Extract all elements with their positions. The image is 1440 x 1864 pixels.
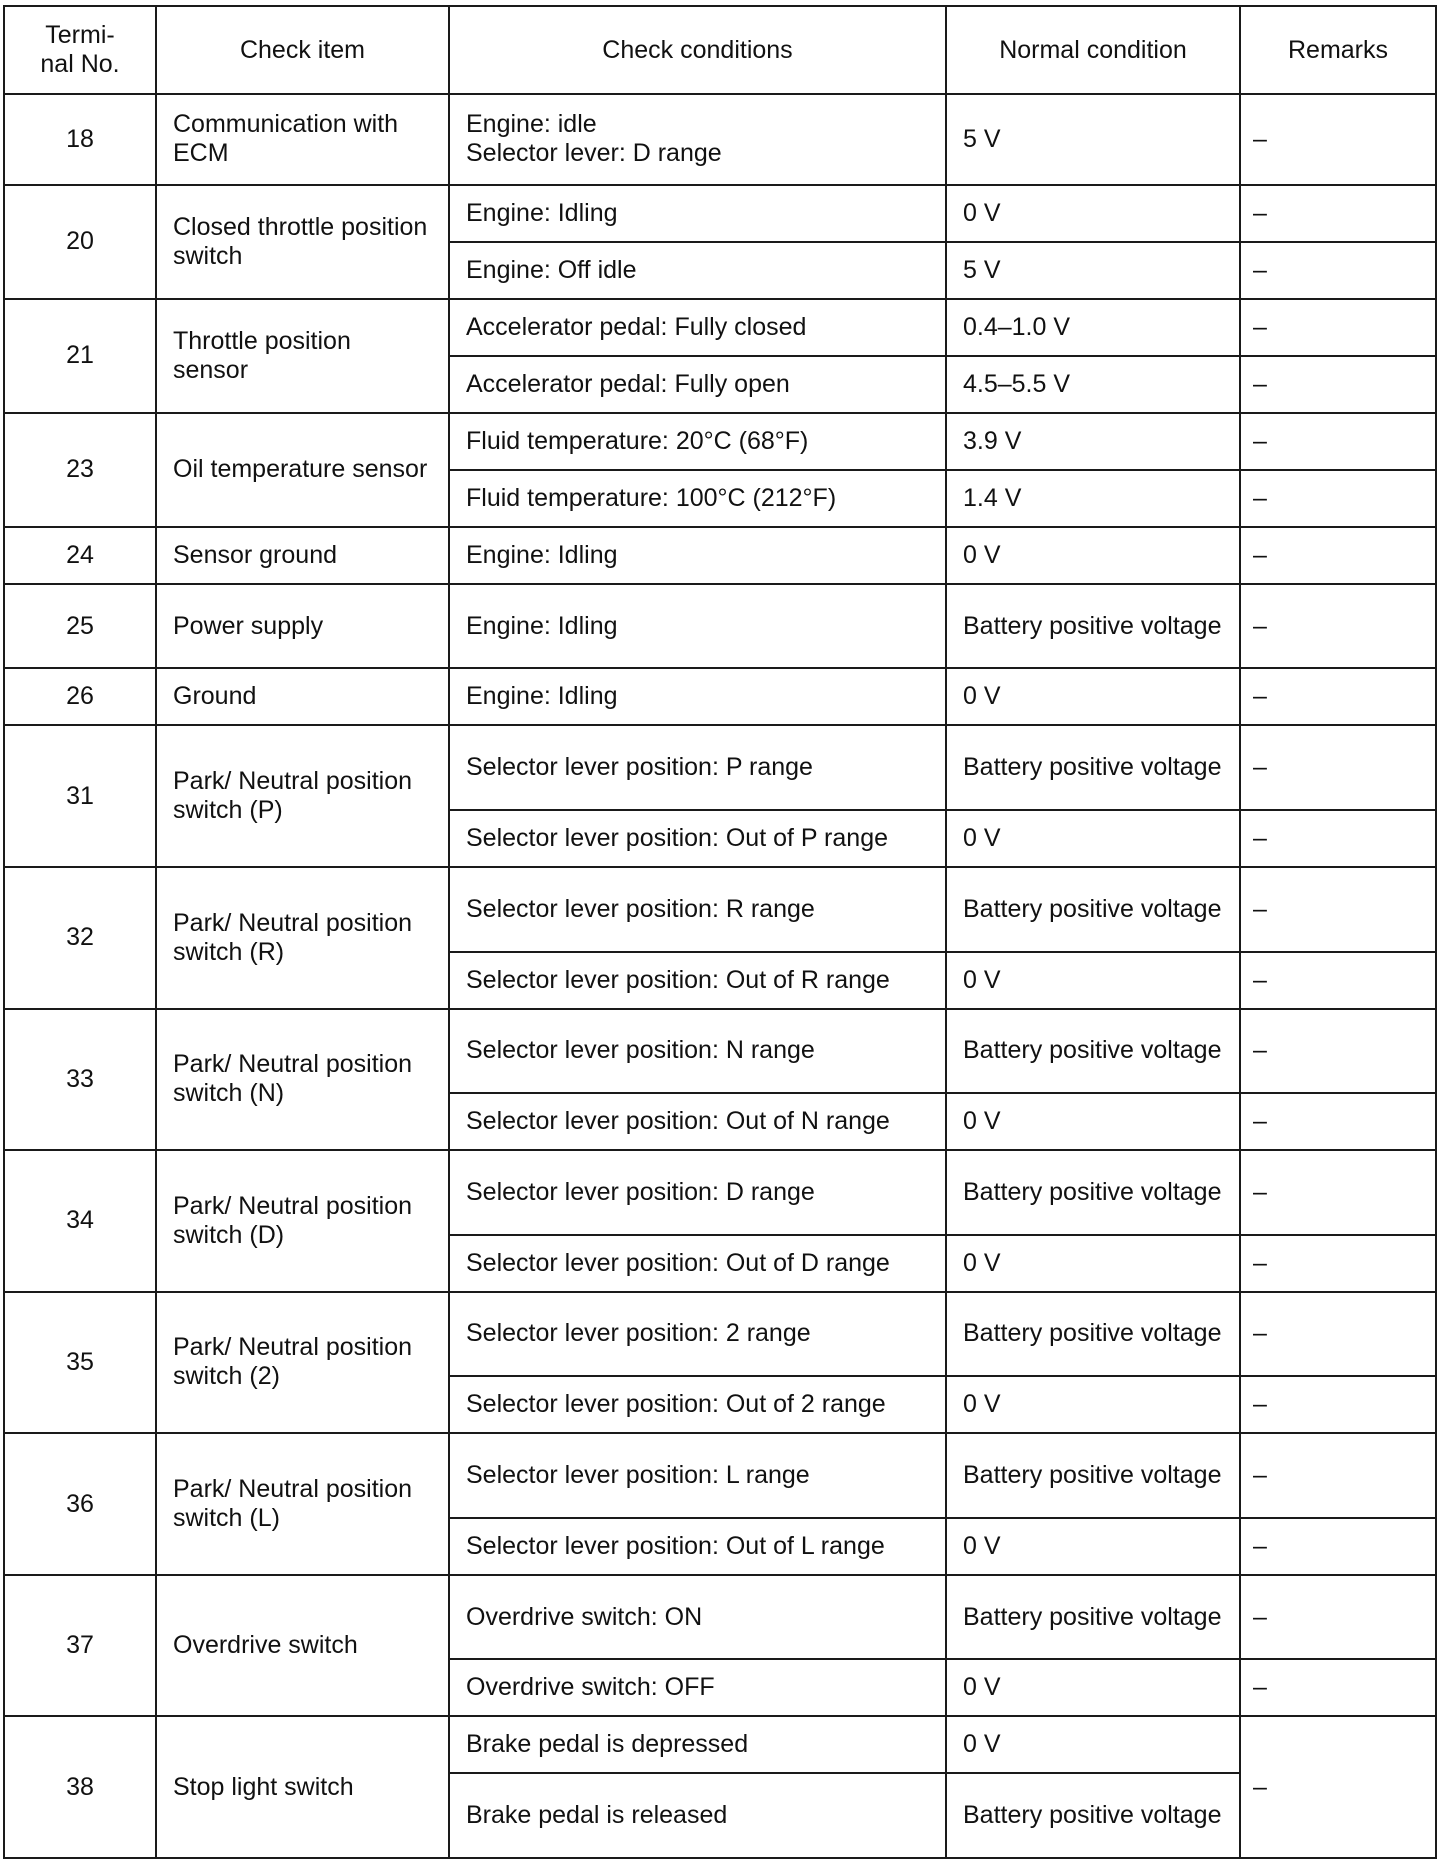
normal-condition: 0 V	[946, 952, 1240, 1009]
check-item: Park/ Neutral position switch (P)	[156, 725, 449, 867]
normal-condition: 0 V	[946, 1716, 1240, 1773]
remarks: –	[1240, 1009, 1436, 1094]
table-row	[4, 1292, 1436, 1377]
terminal-number: 20	[4, 185, 156, 299]
normal-condition: 0 V	[946, 1376, 1240, 1433]
check-item: Park/ Neutral position switch (R)	[156, 867, 449, 1009]
check-condition: Brake pedal is released	[449, 1773, 946, 1858]
terminal-number: 31	[4, 725, 156, 867]
normal-condition: Battery positive voltage	[946, 1773, 1240, 1858]
remarks: –	[1240, 1716, 1436, 1858]
normal-condition: 0 V	[946, 668, 1240, 725]
check-condition: Accelerator pedal: Fully open	[449, 356, 946, 413]
terminal-number: 24	[4, 527, 156, 584]
check-condition: Selector lever position: Out of D range	[449, 1235, 946, 1292]
check-condition: Engine: Idling	[449, 527, 946, 584]
check-item: Park/ Neutral position switch (D)	[156, 1150, 449, 1292]
remarks: –	[1240, 413, 1436, 470]
normal-condition: 0 V	[946, 810, 1240, 867]
check-condition: Engine: Idling	[449, 668, 946, 725]
remarks: –	[1240, 725, 1436, 810]
terminal-number: 36	[4, 1433, 156, 1575]
check-condition: Selector lever position: R range	[449, 867, 946, 952]
check-condition: Engine: Off idle	[449, 242, 946, 299]
normal-condition: 5 V	[946, 242, 1240, 299]
check-item: Closed throttle position switch	[156, 185, 449, 299]
normal-condition: Battery positive voltage	[946, 1292, 1240, 1377]
terminal-number: 18	[4, 94, 156, 185]
terminal-number: 32	[4, 867, 156, 1009]
check-item: Stop light switch	[156, 1716, 449, 1858]
remarks: –	[1240, 1235, 1436, 1292]
check-item: Park/ Neutral position switch (N)	[156, 1009, 449, 1151]
terminal-number: 21	[4, 299, 156, 413]
remarks: –	[1240, 299, 1436, 356]
table-row	[4, 1150, 1436, 1235]
check-condition: Selector lever position: L range	[449, 1433, 946, 1518]
normal-condition: Battery positive voltage	[946, 725, 1240, 810]
check-condition: Brake pedal is depressed	[449, 1716, 946, 1773]
table-row	[4, 413, 1436, 470]
normal-condition: Battery positive voltage	[946, 1575, 1240, 1660]
normal-condition: 1.4 V	[946, 470, 1240, 527]
check-condition-line: Engine: idle	[466, 110, 597, 139]
normal-condition: 0 V	[946, 527, 1240, 584]
table-row	[4, 94, 1436, 185]
normal-condition: 3.9 V	[946, 413, 1240, 470]
remarks: –	[1240, 94, 1436, 185]
terminal-number: 25	[4, 584, 156, 669]
remarks: –	[1240, 1433, 1436, 1518]
check-item: Power supply	[156, 584, 449, 669]
normal-condition: Battery positive voltage	[946, 1433, 1240, 1518]
check-condition: Selector lever position: Out of N range	[449, 1093, 946, 1150]
check-condition: Selector lever position: N range	[449, 1009, 946, 1094]
header-remarks: Remarks	[1240, 6, 1436, 94]
table-row	[4, 299, 1436, 356]
check-condition: Fluid temperature: 100°C (212°F)	[449, 470, 946, 527]
check-item: Throttle position sensor	[156, 299, 449, 413]
check-condition: Fluid temperature: 20°C (68°F)	[449, 413, 946, 470]
check-condition: Selector lever position: P range	[449, 725, 946, 810]
check-condition: Selector lever position: D range	[449, 1150, 946, 1235]
check-item: Overdrive switch	[156, 1575, 449, 1717]
header-normal-condition: Normal condition	[946, 6, 1240, 94]
check-item: Sensor ground	[156, 527, 449, 584]
remarks: –	[1240, 1575, 1436, 1660]
check-condition: Selector lever position: Out of P range	[449, 810, 946, 867]
normal-condition: Battery positive voltage	[946, 1009, 1240, 1094]
table-header-row	[4, 6, 1436, 94]
remarks: –	[1240, 1376, 1436, 1433]
check-item: Park/ Neutral position switch (L)	[156, 1433, 449, 1575]
table-row	[4, 867, 1436, 952]
table-row	[4, 725, 1436, 810]
remarks: –	[1240, 1659, 1436, 1716]
remarks: –	[1240, 1518, 1436, 1575]
normal-condition: 0 V	[946, 1518, 1240, 1575]
check-condition: Selector lever position: Out of 2 range	[449, 1376, 946, 1433]
check-condition: Overdrive switch: ON	[449, 1575, 946, 1660]
table-row	[4, 1716, 1436, 1773]
remarks: –	[1240, 584, 1436, 669]
table-row	[4, 668, 1436, 725]
check-item: Oil temperature sensor	[156, 413, 449, 527]
remarks: –	[1240, 1150, 1436, 1235]
terminal-number: 26	[4, 668, 156, 725]
header-terminal-line1: Termi-	[45, 21, 115, 49]
normal-condition: Battery positive voltage	[946, 1150, 1240, 1235]
remarks: –	[1240, 356, 1436, 413]
remarks: –	[1240, 952, 1436, 1009]
terminal-number: 33	[4, 1009, 156, 1151]
table-row	[4, 584, 1436, 669]
header-terminal-line2: nal No.	[40, 50, 120, 78]
normal-condition: 0.4–1.0 V	[946, 299, 1240, 356]
normal-condition: 4.5–5.5 V	[946, 356, 1240, 413]
remarks: –	[1240, 1093, 1436, 1150]
table-row	[4, 527, 1436, 584]
remarks: –	[1240, 242, 1436, 299]
check-condition: Accelerator pedal: Fully closed	[449, 299, 946, 356]
check-condition: Selector lever position: 2 range	[449, 1292, 946, 1377]
terminal-number: 37	[4, 1575, 156, 1717]
table-row	[4, 1575, 1436, 1660]
terminal-check-table	[3, 5, 1437, 1859]
terminal-number: 35	[4, 1292, 156, 1434]
terminal-number: 38	[4, 1716, 156, 1858]
remarks: –	[1240, 668, 1436, 725]
check-condition	[449, 94, 946, 185]
normal-condition: 0 V	[946, 1659, 1240, 1716]
table-row	[4, 185, 1436, 242]
normal-condition: 0 V	[946, 1235, 1240, 1292]
remarks: –	[1240, 470, 1436, 527]
table-row	[4, 1433, 1436, 1518]
normal-condition: 0 V	[946, 1093, 1240, 1150]
header-check-item: Check item	[156, 6, 449, 94]
normal-condition: 5 V	[946, 94, 1240, 185]
normal-condition: Battery positive voltage	[946, 584, 1240, 669]
header-terminal-no	[4, 6, 156, 94]
check-condition: Selector lever position: Out of R range	[449, 952, 946, 1009]
table-row	[4, 1009, 1436, 1094]
check-condition: Engine: Idling	[449, 185, 946, 242]
check-condition: Engine: Idling	[449, 584, 946, 669]
header-check-conditions: Check conditions	[449, 6, 946, 94]
normal-condition: Battery positive voltage	[946, 867, 1240, 952]
check-condition: Selector lever position: Out of L range	[449, 1518, 946, 1575]
remarks: –	[1240, 1292, 1436, 1377]
check-condition-line: Selector lever: D range	[466, 139, 722, 168]
remarks: –	[1240, 810, 1436, 867]
remarks: –	[1240, 867, 1436, 952]
remarks: –	[1240, 185, 1436, 242]
check-item: Park/ Neutral position switch (2)	[156, 1292, 449, 1434]
remarks: –	[1240, 527, 1436, 584]
terminal-number: 34	[4, 1150, 156, 1292]
check-item: Ground	[156, 668, 449, 725]
normal-condition: 0 V	[946, 185, 1240, 242]
check-item: Communication with ECM	[156, 94, 449, 185]
check-condition: Overdrive switch: OFF	[449, 1659, 946, 1716]
terminal-number: 23	[4, 413, 156, 527]
